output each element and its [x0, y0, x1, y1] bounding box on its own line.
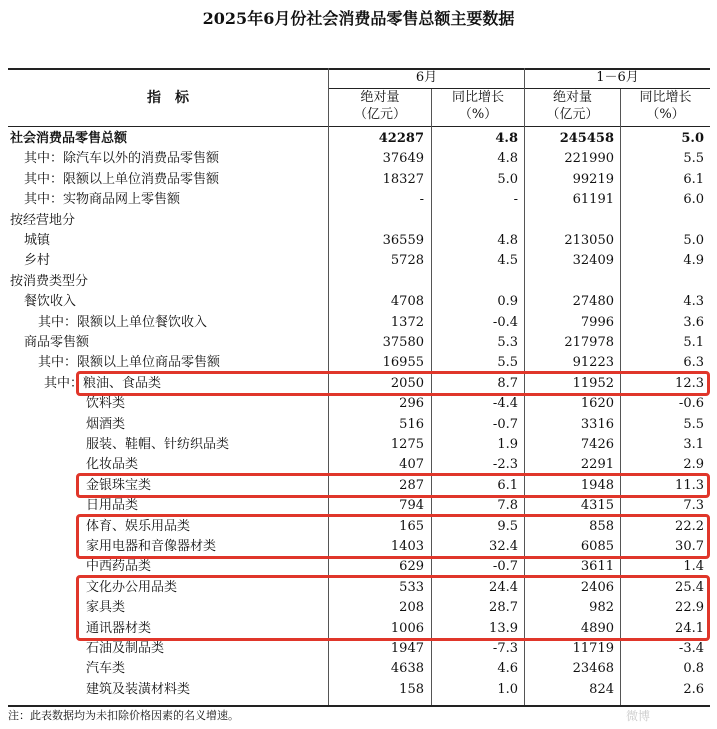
row-label: 其中：除汽车以外的消费品零售额: [24, 151, 220, 167]
cell-june-abs: 533: [399, 579, 424, 595]
cell-h1-abs: 2291: [580, 457, 614, 473]
cell-june-yoy: -7.3: [492, 641, 518, 656]
cell-june-abs: -: [419, 192, 424, 208]
cell-h1-yoy: 30.7: [675, 539, 704, 554]
header-june-abs-unit: （亿元）: [353, 107, 406, 122]
row-label: 其中：实物商品网上零售额: [24, 192, 181, 208]
header-h1-yoy-unit: （%）: [646, 107, 685, 122]
cell-h1-abs: 221990: [564, 151, 614, 167]
cell-june-abs: 2050: [390, 375, 424, 391]
cell-june-yoy: 28.7: [489, 600, 518, 616]
highlight-box: [76, 473, 710, 498]
cell-june-yoy: -4.4: [492, 396, 518, 412]
header-period-june: 6月: [415, 70, 438, 85]
cell-june-abs: 794: [399, 498, 424, 514]
cell-june-yoy: -0.7: [492, 559, 518, 575]
cell-h1-abs: 3611: [580, 559, 614, 575]
cell-h1-yoy: 25.4: [675, 579, 704, 595]
row-label: 按消费类型分: [10, 273, 89, 289]
cell-june-abs: 4638: [390, 661, 424, 677]
cell-h1-yoy: 5.1: [683, 335, 704, 350]
cell-june-yoy: -0.4: [492, 314, 518, 330]
cell-h1-yoy: -0.6: [678, 396, 704, 412]
row-label: 金银珠宝类: [86, 477, 152, 493]
cell-h1-yoy: 2.9: [683, 457, 704, 473]
cell-june-abs: 1947: [390, 641, 424, 656]
cell-h1-abs: 7996: [580, 314, 614, 330]
header-period-h1: 1－6月: [596, 70, 639, 85]
cell-june-abs: 208: [399, 600, 424, 616]
cell-h1-abs: 3316: [580, 416, 614, 432]
row-label: 其中：粮油、食品类: [44, 375, 162, 391]
cell-h1-yoy: 3.1: [683, 437, 704, 452]
cell-h1-yoy: 24.1: [675, 620, 704, 636]
row-label: 化妆品类: [86, 457, 139, 473]
cell-june-yoy: 5.5: [497, 355, 518, 371]
header-indicator: 指 标: [147, 90, 189, 106]
row-label: 烟酒类: [86, 416, 126, 432]
cell-h1-abs: 91223: [572, 355, 614, 371]
cell-june-abs: 165: [399, 518, 424, 534]
row-label: 中西药品类: [86, 559, 152, 575]
cell-june-yoy: -2.3: [492, 457, 518, 473]
cell-june-yoy: -: [513, 192, 518, 208]
cell-june-abs: 296: [399, 396, 424, 412]
row-label: 社会消费品零售总额: [10, 131, 128, 146]
cell-june-yoy: 9.5: [497, 518, 518, 534]
cell-june-yoy: 32.4: [489, 539, 518, 554]
cell-h1-yoy: 7.3: [683, 498, 704, 514]
cell-h1-abs: 982: [589, 600, 614, 616]
row-label: 日用品类: [86, 498, 139, 514]
cell-h1-yoy: 22.9: [675, 600, 704, 616]
cell-june-abs: 1403: [390, 539, 424, 554]
cell-june-abs: 18327: [382, 171, 424, 187]
row-label: 其中：限额以上单位商品零售额: [38, 355, 221, 371]
header-h1-abs-unit: （亿元）: [546, 107, 599, 122]
cell-june-yoy: 4.8: [495, 131, 518, 146]
cell-h1-abs: 4890: [580, 620, 614, 636]
cell-h1-yoy: 22.2: [675, 518, 704, 534]
cell-h1-yoy: 2.6: [683, 681, 704, 697]
cell-h1-yoy: 11.3: [675, 477, 704, 493]
cell-june-yoy: 5.3: [497, 335, 518, 350]
row-label: 其中：限额以上单位餐饮收入: [38, 314, 208, 330]
cell-june-abs: 16955: [382, 355, 424, 371]
cell-june-yoy: -0.7: [492, 416, 518, 432]
row-label: 家用电器和音像器材类: [86, 539, 217, 554]
cell-june-abs: 37649: [382, 151, 424, 167]
cell-june-yoy: 6.1: [497, 477, 518, 493]
cell-june-abs: 1372: [390, 314, 424, 330]
cell-h1-abs: 11952: [572, 375, 614, 391]
cell-h1-abs: 213050: [564, 233, 614, 248]
header-june-yoy: 同比增长: [451, 90, 504, 105]
cell-june-abs: 4708: [390, 294, 424, 310]
row-label: 乡村: [24, 253, 51, 269]
cell-h1-yoy: 4.9: [683, 253, 704, 269]
cell-h1-abs: 6085: [580, 539, 614, 554]
cell-h1-abs: 245458: [559, 131, 614, 146]
cell-june-abs: 287: [399, 477, 424, 493]
cell-h1-yoy: 4.3: [683, 294, 704, 310]
cell-june-yoy: 24.4: [489, 579, 518, 595]
row-label: 家具类: [86, 600, 126, 616]
row-label: 文化办公用品类: [86, 579, 178, 595]
cell-h1-abs: 1948: [580, 477, 614, 493]
row-label: 建筑及装潢材料类: [86, 681, 191, 697]
cell-h1-abs: 824: [589, 681, 614, 697]
header-mid-rule: [329, 88, 710, 89]
row-label: 饮料类: [86, 396, 126, 412]
cell-h1-yoy: 5.5: [683, 151, 704, 167]
cell-june-abs: 5728: [390, 253, 424, 269]
cell-h1-yoy: -3.4: [678, 641, 704, 656]
footnote: 注：此表数据均为未扣除价格因素的名义增速。: [8, 709, 239, 722]
header-bottom-rule: [8, 126, 710, 127]
cell-june-yoy: 4.8: [497, 233, 518, 248]
cell-june-abs: 158: [399, 681, 424, 697]
row-label: 通讯器材类: [86, 620, 152, 636]
cell-h1-abs: 23468: [572, 661, 614, 677]
cell-h1-yoy: 0.8: [683, 661, 704, 677]
cell-h1-abs: 217978: [564, 335, 614, 350]
row-label: 体育、娱乐用品类: [86, 518, 191, 534]
row-label: 按经营地分: [10, 212, 76, 228]
cell-h1-abs: 32409: [572, 253, 614, 269]
cell-june-yoy: 5.0: [497, 171, 518, 187]
cell-h1-abs: 99219: [572, 171, 614, 187]
cell-h1-yoy: 5.0: [683, 233, 704, 248]
cell-h1-yoy: 12.3: [675, 375, 704, 391]
bottom-rule: [8, 705, 710, 707]
header-june-abs: 绝对量: [360, 90, 400, 105]
cell-june-abs: 36559: [382, 233, 424, 248]
highlight-box: [76, 514, 710, 560]
cell-h1-yoy: 5.0: [681, 131, 704, 146]
cell-h1-abs: 858: [589, 518, 614, 534]
page-title: 2025年6月份社会消费品零售总额主要数据: [202, 9, 515, 28]
cell-h1-yoy: 3.6: [683, 314, 704, 330]
cell-june-abs: 1275: [390, 437, 424, 452]
cell-h1-yoy: 1.4: [683, 559, 704, 575]
cell-h1-abs: 7426: [580, 437, 614, 452]
cell-june-yoy: 1.9: [497, 437, 518, 452]
cell-june-abs: 629: [399, 559, 424, 575]
cell-h1-yoy: 5.5: [683, 416, 704, 432]
cell-june-abs: 407: [399, 457, 424, 473]
cell-june-abs: 37580: [382, 335, 424, 350]
header-june-yoy-unit: （%）: [458, 107, 498, 122]
cell-june-abs: 42287: [378, 131, 424, 146]
cell-h1-yoy: 6.0: [683, 192, 704, 208]
cell-june-abs: 516: [399, 416, 424, 432]
cell-h1-abs: 4315: [580, 498, 614, 514]
cell-h1-abs: 11719: [572, 641, 614, 656]
header-h1-yoy: 同比增长: [639, 90, 692, 105]
cell-june-yoy: 13.9: [489, 620, 518, 636]
cell-h1-abs: 1620: [580, 396, 614, 412]
cell-h1-yoy: 6.3: [683, 355, 704, 371]
cell-june-yoy: 4.6: [497, 661, 518, 677]
cell-june-yoy: 8.7: [497, 375, 518, 391]
cell-june-yoy: 0.9: [497, 294, 518, 310]
header-h1-abs: 绝对量: [552, 90, 592, 105]
cell-h1-abs: 27480: [572, 294, 614, 310]
cell-h1-abs: 61191: [572, 192, 614, 208]
cell-june-abs: 1006: [390, 620, 424, 636]
highlight-box: [76, 371, 710, 396]
row-label: 其中：限额以上单位消费品零售额: [24, 171, 220, 187]
cell-june-yoy: 1.0: [497, 681, 518, 697]
cell-h1-yoy: 6.1: [683, 171, 704, 187]
highlight-box: [76, 575, 710, 641]
row-label: 汽车类: [86, 661, 126, 677]
cell-h1-abs: 2406: [580, 579, 614, 595]
row-label: 服装、鞋帽、针纺织品类: [86, 437, 230, 452]
cell-june-yoy: 4.8: [497, 151, 518, 167]
row-label: 城镇: [24, 233, 51, 248]
row-label: 商品零售额: [24, 335, 90, 350]
watermark: 微博: [626, 709, 651, 723]
cell-june-yoy: 4.5: [497, 253, 518, 269]
row-label: 餐饮收入: [24, 294, 77, 310]
row-label: 石油及制品类: [86, 641, 165, 656]
cell-june-yoy: 7.8: [497, 498, 518, 514]
